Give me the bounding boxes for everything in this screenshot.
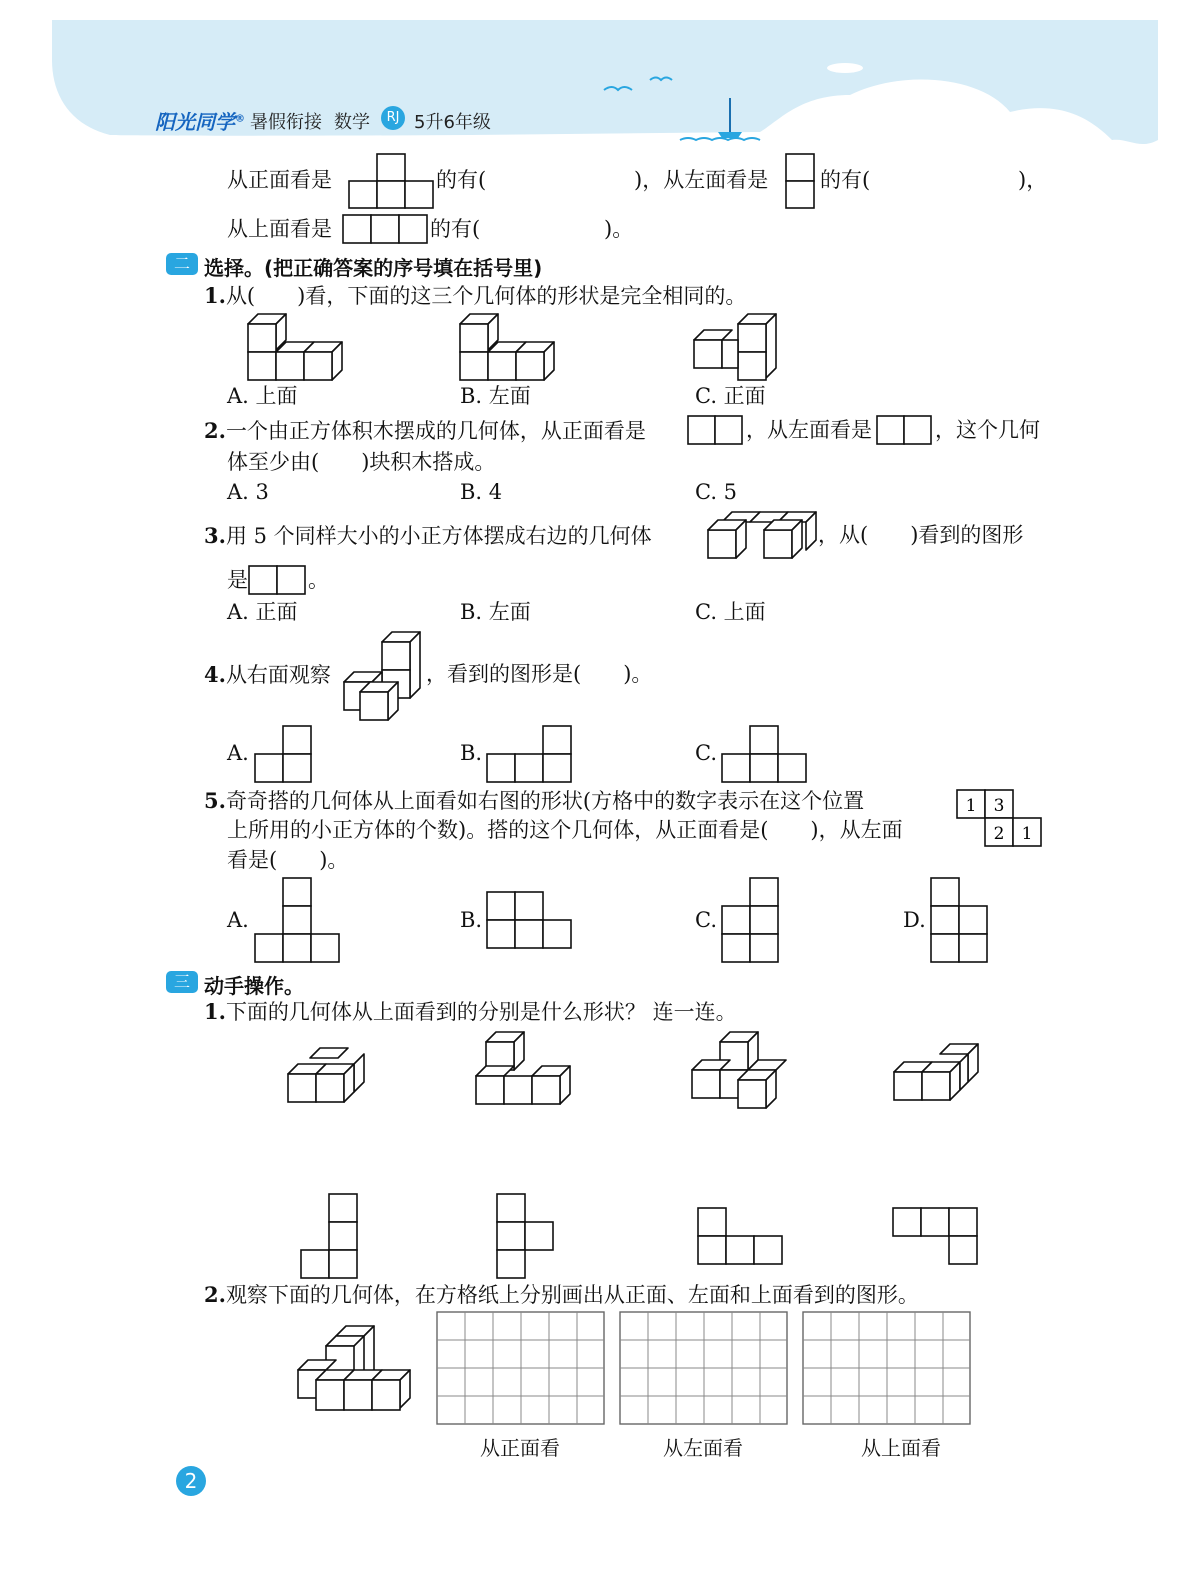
q1-text: 1.从( )看，下面的这三个几何体的形状是完全相同的。: [204, 283, 747, 308]
q3-text-b: ，从( )看到的图形: [818, 523, 1024, 547]
edition-badge: RJ: [381, 106, 405, 130]
q4-option-c: C.: [695, 741, 717, 765]
q3-figure: [706, 508, 816, 562]
q5-top-view-grid: [956, 788, 1044, 848]
s3-solid-1: [286, 1046, 368, 1110]
q1-option-c: C. 正面: [695, 384, 766, 408]
q2-text-b: ，从左面看是: [746, 418, 872, 442]
s3-top-shape-4: [892, 1206, 980, 1266]
front-view-prefix: 从正面看是: [227, 168, 332, 192]
front-close: )，从左面看是: [634, 168, 769, 192]
section-2-title: 选择。(把正确答案的序号填在括号里): [204, 256, 543, 280]
q3-line2-a: 是: [227, 568, 248, 592]
left-close: )，: [1018, 168, 1048, 192]
q2-text-c: ，这个几何: [935, 418, 1040, 442]
q2-text-a: 2.一个由正方体积木摆成的几何体，从正面看是: [204, 418, 646, 443]
has-open-3: 的有(: [430, 217, 481, 241]
q5-line1: 5.奇奇搭的几何体从上面看如右图的形状(方格中的数字表示在这个位置: [204, 788, 865, 813]
q5-option-c-shape: [721, 876, 781, 964]
grid-label-top: 从上面看: [861, 1436, 941, 1460]
page-number: 2: [176, 1466, 206, 1496]
s3-q2-text: 2.观察下面的几何体，在方格纸上分别画出从正面、左面和上面看到的图形。: [204, 1282, 919, 1307]
subject-label: 数学: [334, 112, 370, 133]
q3-option-b: B. 左面: [460, 600, 531, 624]
q1-option-b: B. 左面: [460, 384, 531, 408]
section-3-badge: 三: [166, 971, 198, 993]
q2-left-shape: [876, 414, 934, 446]
q4-option-b-shape: [486, 724, 574, 784]
q2-option-c: C. 5: [695, 480, 738, 504]
left-view-shape: [785, 152, 817, 210]
s3-solid-4: [892, 1040, 984, 1104]
top-view-prefix: 从上面看是: [227, 217, 332, 241]
q4-option-b: B.: [460, 741, 483, 765]
section-3-title: 动手操作。: [204, 974, 304, 998]
q4-option-a-shape: [254, 724, 314, 784]
q3-line2-b: 。: [308, 568, 329, 592]
q3-text-a: 3.用 5 个同样大小的小正方体摆成右边的几何体: [204, 523, 652, 548]
s3-q1-text: 1.下面的几何体从上面看到的分别是什么形状？ 连一连。: [204, 999, 737, 1024]
q1-figure-b: [458, 310, 560, 384]
section-2-badge: 二: [166, 253, 198, 275]
q5-grid-num: 3: [993, 796, 1005, 816]
q4-option-c-shape: [721, 724, 809, 784]
brand-logo: 阳光同学®: [155, 110, 245, 134]
grade-label: 5升6年级: [414, 112, 491, 133]
q4-option-a: A.: [227, 741, 249, 765]
q3-option-a: A. 正面: [227, 600, 298, 624]
top-view-shape: [342, 213, 430, 245]
s3-q2-solid: [296, 1324, 412, 1416]
q5-grid-num: 1: [965, 796, 977, 816]
grid-paper-left[interactable]: [619, 1311, 789, 1427]
s3-top-shape-3: [697, 1206, 785, 1266]
q1-option-a: A. 上面: [227, 384, 298, 408]
q3-option-c: C. 上面: [695, 600, 766, 624]
s3-solid-3: [690, 1028, 790, 1110]
q5-option-b-shape: [486, 890, 574, 950]
q4-figure: [342, 630, 424, 722]
grid-paper-front[interactable]: [436, 1311, 606, 1427]
q4-text-b: ，看到的图形是( )。: [426, 662, 653, 686]
s3-solid-2: [474, 1028, 574, 1110]
q5-option-b: B.: [460, 908, 483, 932]
q5-option-d: D.: [903, 908, 926, 932]
has-open-2: 的有(: [820, 168, 871, 192]
top-close: )。: [604, 217, 634, 241]
q5-grid-num: 1: [1021, 824, 1033, 844]
book-title: 暑假衔接: [250, 112, 322, 133]
q2-front-shape: [687, 414, 745, 446]
q5-option-a: A.: [227, 908, 249, 932]
s3-top-shape-1: [300, 1192, 360, 1280]
q1-figure-c: [692, 310, 794, 384]
q5-option-d-shape: [930, 876, 990, 964]
grid-label-front: 从正面看: [480, 1436, 560, 1460]
q3-answer-shape: [248, 564, 308, 596]
q4-text-a: 4.从右面观察: [204, 662, 331, 687]
grid-paper-top[interactable]: [802, 1311, 972, 1427]
q5-option-c: C.: [695, 908, 717, 932]
grid-label-left: 从左面看: [663, 1436, 743, 1460]
q5-option-a-shape: [254, 876, 342, 964]
q5-line3: 看是( )。: [227, 848, 349, 872]
s3-top-shape-2: [496, 1192, 556, 1280]
q5-grid-num: 2: [993, 824, 1005, 844]
q2-option-b: B. 4: [460, 480, 503, 504]
q5-line2: 上所用的小正方体的个数)。搭的这个几何体，从正面看是( )，从左面: [227, 818, 903, 842]
has-open-1: 的有(: [436, 168, 487, 192]
q1-figure-a: [246, 310, 348, 384]
q2-option-a: A. 3: [227, 480, 269, 504]
front-view-shape: [348, 152, 434, 210]
q2-line2: 体至少由( )块积木搭成。: [227, 450, 496, 474]
